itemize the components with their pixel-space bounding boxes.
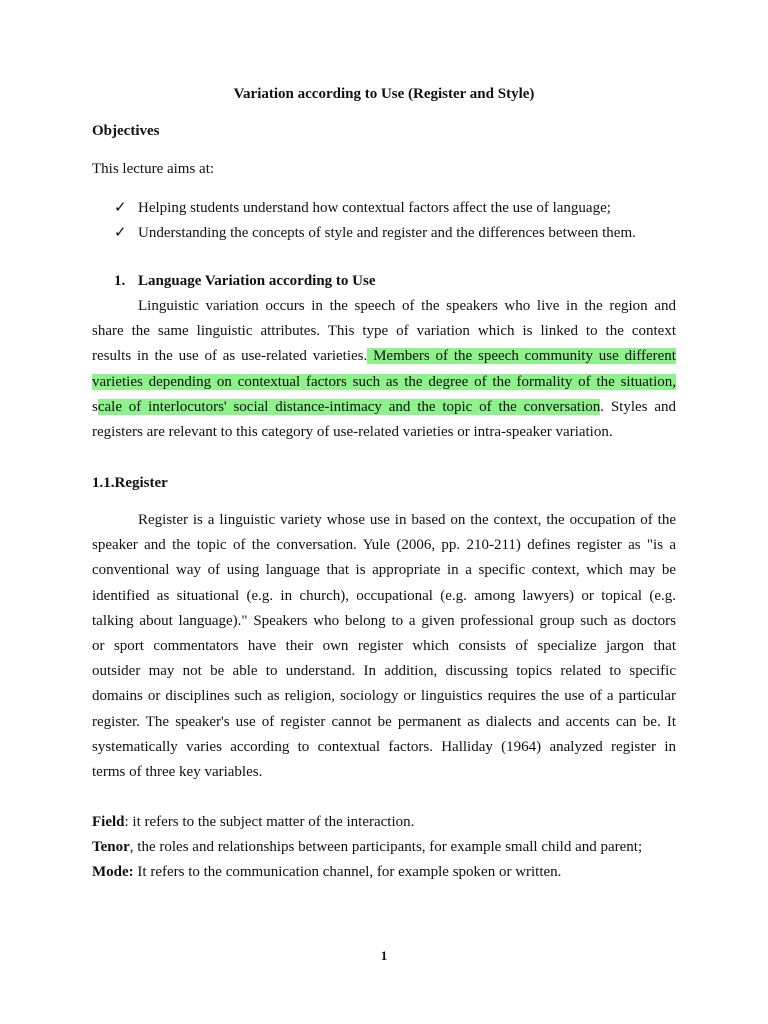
paragraph-line: outsider may not be able to understand. In addition, discussing topics related to specific (92, 663, 676, 680)
section-1-paragraph (92, 294, 676, 445)
paragraph-line: registers are relevant to this category of use-related varieties or intra-speaker variation. (92, 423, 613, 440)
objective-item-2 (114, 223, 636, 242)
paragraph-line: scale of interlocutors' social distance-intimacy and the topic of the conversation. Styles and (92, 398, 676, 415)
definition-field: Field: it refers to the subject matter of the interaction. (92, 814, 415, 830)
paragraph-line: or sport commentators have their own register which consists of specialize jargon that (92, 637, 676, 654)
paragraph-line: terms of three key variables. (92, 763, 263, 780)
highlighted-text: cale of interlocutors' social distance-intimacy and the topic of the conversation (97, 398, 601, 415)
highlighted-text: Members of the speech community use different (367, 348, 676, 365)
definition-term: Field (92, 814, 125, 830)
paragraph-line: systematically varies according to contextual factors. Halliday (1964) analyzed register in (92, 738, 676, 755)
definition-term: Mode: (92, 864, 134, 880)
paragraph-line: share the same linguistic attributes. This type of variation which is linked to the context (92, 323, 676, 340)
objectives-heading: Objectives (92, 123, 160, 139)
paragraph-line (92, 370, 676, 395)
paragraph-line: speaker and the topic of the conversation. Yule (2006, pp. 210-211) defines register as "is a (92, 537, 676, 554)
section-1-1-heading: 1.1.Register (92, 475, 168, 491)
paragraph-line: conventional way of using language that is appropriate in a specific context, which may be (92, 562, 676, 579)
definition-term: Tenor (92, 839, 130, 855)
definition-text: the roles and relationships between participants, for example small child and parent; (133, 839, 643, 855)
register-paragraph (92, 508, 676, 785)
intro-text: This lecture aims at: (92, 161, 215, 177)
check-icon: ✓ (114, 200, 127, 216)
objective-item-1 (114, 198, 611, 217)
section-number: 1. (114, 273, 126, 289)
check-icon: ✓ (114, 225, 127, 241)
paragraph-line: domains or disciplines such as religion, sociology or linguistics requires the use of a particular (92, 688, 676, 705)
definition-text: It refers to the communication channel, for example spoken or written. (133, 864, 562, 880)
objective-text: Understanding the concepts of style and register and the differences between them. (138, 225, 636, 241)
definition-tenor: Tenor, the roles and relationships between participants, for example small child and parent; (92, 839, 643, 855)
paragraph-line: talking about language)." Speakers who belong to a given professional group such as doctors (92, 612, 676, 629)
section-title: Language Variation according to Use (138, 273, 376, 289)
paragraph-line: identified as situational (e.g. in church), occupational (e.g. among lawyers) or topical (e.g. (92, 587, 676, 604)
paragraph-line: results in the use of as use-related varieties. Members of the speech community use different (92, 348, 676, 365)
highlighted-text: varieties depending on contextual factors such as the degree of the formality of the situation, (92, 373, 676, 390)
section-1-heading (114, 273, 376, 290)
paragraph-line: Register is a linguistic variety whose use in based on the context, the occupation of the (138, 512, 676, 528)
definition-mode (92, 864, 561, 881)
objective-text: Helping students understand how contextual factors affect the use of language; (138, 200, 611, 216)
document-title: Variation according to Use (Register and Style) (233, 86, 535, 102)
page-number: 1 (380, 948, 388, 963)
paragraph-line: register. The speaker's use of register cannot be permanent as dialects and accents can be. It (92, 713, 676, 730)
definition-text: it refers to the subject matter of the interaction. (128, 814, 415, 830)
paragraph-line: Linguistic variation occurs in the speech of the speakers who live in the region and (138, 298, 676, 314)
